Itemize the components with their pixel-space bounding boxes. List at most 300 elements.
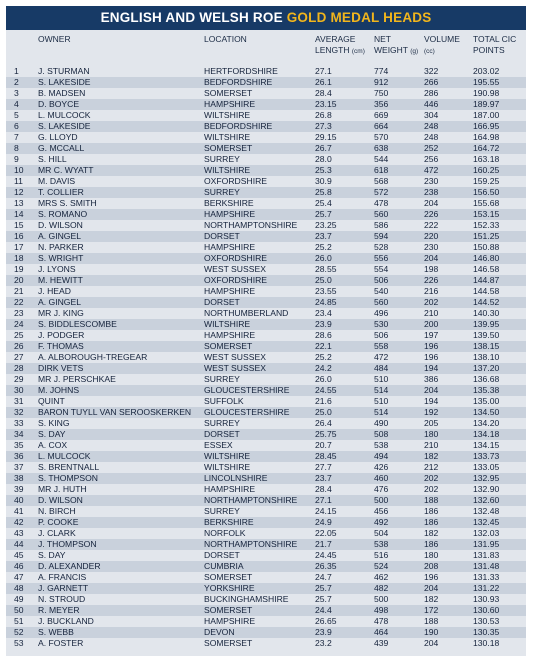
weight-cell: 570: [374, 132, 389, 142]
rank-cell: 26: [14, 341, 24, 351]
length-cell: 26.0: [315, 374, 332, 384]
owner-cell: S. DAY: [38, 429, 66, 439]
location-cell: CUMBRIA: [204, 561, 244, 571]
location-cell: OXFORDSHIRE: [204, 253, 268, 263]
header-volume: VOLUME (cc): [424, 34, 460, 55]
length-cell: 23.9: [315, 319, 332, 329]
table-row: [6, 319, 526, 330]
weight-cell: 496: [374, 308, 389, 318]
table-row: [6, 165, 526, 176]
total-cell: 134.50: [473, 407, 500, 417]
weight-cell: 568: [374, 176, 389, 186]
weight-cell: 426: [374, 462, 389, 472]
title-part-gold: GOLD MEDAL HEADS: [286, 10, 432, 25]
length-cell: 25.7: [315, 209, 332, 219]
volume-cell: 200: [424, 319, 439, 329]
length-cell: 22.05: [315, 528, 337, 538]
weight-cell: 476: [374, 484, 389, 494]
weight-cell: 478: [374, 616, 389, 626]
rank-cell: 20: [14, 275, 24, 285]
length-cell: 24.15: [315, 506, 337, 516]
owner-cell: MRS S. SMITH: [38, 198, 97, 208]
volume-cell: 186: [424, 506, 439, 516]
location-cell: SOMERSET: [204, 605, 253, 615]
table-row: [6, 561, 526, 572]
volume-cell: 186: [424, 517, 439, 527]
weight-cell: 912: [374, 77, 389, 87]
length-cell: 25.8: [315, 187, 332, 197]
weight-cell: 618: [374, 165, 389, 175]
table-row: [6, 121, 526, 132]
table-row: [6, 572, 526, 583]
table-row: [6, 385, 526, 396]
owner-cell: N. PARKER: [38, 242, 84, 252]
length-cell: 26.0: [315, 253, 332, 263]
location-cell: LINCOLNSHIRE: [204, 473, 268, 483]
location-cell: DEVON: [204, 627, 235, 637]
length-cell: 26.1: [315, 77, 332, 87]
rank-cell: 27: [14, 352, 24, 362]
table-row: [6, 539, 526, 550]
total-cell: 155.68: [473, 198, 500, 208]
owner-cell: A. ALBOROUGH-TREGEAR: [38, 352, 148, 362]
rank-cell: 9: [14, 154, 19, 164]
length-cell: 24.4: [315, 605, 332, 615]
volume-cell: 188: [424, 616, 439, 626]
owner-cell: S. LAKESIDE: [38, 77, 91, 87]
location-cell: NORTHAMPTONSHIRE: [204, 539, 298, 549]
location-cell: BERKSHIRE: [204, 198, 254, 208]
volume-cell: 256: [424, 154, 439, 164]
owner-cell: A. FOSTER: [38, 638, 84, 648]
total-cell: 131.22: [473, 583, 500, 593]
total-cell: 133.73: [473, 451, 500, 461]
table-row: [6, 506, 526, 517]
location-cell: OXFORDSHIRE: [204, 275, 268, 285]
weight-cell: 510: [374, 374, 389, 384]
rank-cell: 30: [14, 385, 24, 395]
rank-cell: 37: [14, 462, 24, 472]
volume-cell: 220: [424, 231, 439, 241]
owner-cell: N. STROUD: [38, 594, 86, 604]
location-cell: SURREY: [204, 187, 240, 197]
table-row: [6, 583, 526, 594]
table-row: [6, 286, 526, 297]
table-row: [6, 132, 526, 143]
table-row: [6, 462, 526, 473]
table-row: [6, 275, 526, 286]
weight-cell: 498: [374, 605, 389, 615]
location-cell: WILTSHIRE: [204, 319, 251, 329]
length-cell: 25.2: [315, 242, 332, 252]
total-cell: 130.93: [473, 594, 500, 604]
total-cell: 134.15: [473, 440, 500, 450]
total-cell: 137.20: [473, 363, 500, 373]
rank-cell: 28: [14, 363, 24, 373]
location-cell: BUCKINGHAMSHIRE: [204, 594, 289, 604]
total-cell: 146.58: [473, 264, 500, 274]
length-cell: 24.85: [315, 297, 337, 307]
location-cell: BEDFORDSHIRE: [204, 77, 273, 87]
length-cell: 23.9: [315, 627, 332, 637]
location-cell: HAMPSHIRE: [204, 242, 256, 252]
volume-cell: 204: [424, 638, 439, 648]
total-cell: 187.00: [473, 110, 500, 120]
owner-cell: D. BOYCE: [38, 99, 80, 109]
rank-cell: 39: [14, 484, 24, 494]
owner-cell: MR C. WYATT: [38, 165, 94, 175]
total-cell: 130.35: [473, 627, 500, 637]
table-row: [6, 297, 526, 308]
length-cell: 25.2: [315, 352, 332, 362]
owner-cell: J. HEAD: [38, 286, 71, 296]
rank-cell: 35: [14, 440, 24, 450]
rank-cell: 45: [14, 550, 24, 560]
location-cell: DORSET: [204, 231, 240, 241]
weight-cell: 540: [374, 286, 389, 296]
volume-cell: 230: [424, 242, 439, 252]
total-cell: 136.68: [473, 374, 500, 384]
weight-cell: 750: [374, 88, 389, 98]
rank-cell: 43: [14, 528, 24, 538]
total-cell: 146.80: [473, 253, 500, 263]
owner-cell: F. THOMAS: [38, 341, 84, 351]
owner-cell: A. GINGEL: [38, 297, 81, 307]
length-cell: 22.1: [315, 341, 332, 351]
rank-cell: 46: [14, 561, 24, 571]
total-cell: 164.98: [473, 132, 500, 142]
weight-cell: 538: [374, 440, 389, 450]
owner-cell: M. HEWITT: [38, 275, 83, 285]
length-cell: 28.6: [315, 330, 332, 340]
length-cell: 23.4: [315, 308, 332, 318]
rank-cell: 16: [14, 231, 24, 241]
volume-cell: 446: [424, 99, 439, 109]
table-row: [6, 374, 526, 385]
rank-cell: 3: [14, 88, 19, 98]
length-cell: 23.7: [315, 473, 332, 483]
rank-cell: 4: [14, 99, 19, 109]
rank-cell: 17: [14, 242, 24, 252]
volume-cell: 204: [424, 385, 439, 395]
owner-cell: G. LLOYD: [38, 132, 78, 142]
owner-cell: N. BIRCH: [38, 506, 76, 516]
owner-cell: S. ROMANO: [38, 209, 88, 219]
total-cell: 139.50: [473, 330, 500, 340]
total-cell: 130.60: [473, 605, 500, 615]
table-row: [6, 99, 526, 110]
location-cell: WEST SUSSEX: [204, 352, 266, 362]
length-cell: 26.65: [315, 616, 337, 626]
table-row: [6, 209, 526, 220]
table-row: [6, 330, 526, 341]
location-cell: HAMPSHIRE: [204, 484, 256, 494]
length-cell: 28.4: [315, 88, 332, 98]
total-cell: 144.58: [473, 286, 500, 296]
rank-cell: 11: [14, 176, 23, 186]
length-cell: 28.0: [315, 154, 332, 164]
owner-cell: S. BIDDLESCOMBE: [38, 319, 117, 329]
total-cell: 189.97: [473, 99, 500, 109]
volume-cell: 194: [424, 396, 439, 406]
table-row: [6, 495, 526, 506]
location-cell: OXFORDSHIRE: [204, 176, 268, 186]
volume-cell: 202: [424, 484, 439, 494]
volume-cell: 238: [424, 187, 439, 197]
table-row: [6, 88, 526, 99]
location-cell: SOMERSET: [204, 88, 253, 98]
owner-cell: R. MEYER: [38, 605, 80, 615]
weight-cell: 490: [374, 418, 389, 428]
volume-cell: 304: [424, 110, 439, 120]
volume-cell: 202: [424, 297, 439, 307]
table-row: [6, 440, 526, 451]
total-cell: 132.95: [473, 473, 500, 483]
rank-cell: 53: [14, 638, 24, 648]
volume-cell: 226: [424, 275, 439, 285]
table-row: [6, 418, 526, 429]
total-cell: 132.90: [473, 484, 500, 494]
total-cell: 144.52: [473, 297, 500, 307]
total-cell: 151.25: [473, 231, 500, 241]
rank-cell: 32: [14, 407, 24, 417]
rank-cell: 12: [14, 187, 24, 197]
table-row: [6, 407, 526, 418]
rank-cell: 33: [14, 418, 24, 428]
table-row: [6, 473, 526, 484]
table-row: [6, 451, 526, 462]
volume-cell: 210: [424, 440, 439, 450]
location-cell: HAMPSHIRE: [204, 330, 256, 340]
volume-cell: 208: [424, 561, 439, 571]
volume-cell: 198: [424, 264, 439, 274]
total-cell: 164.72: [473, 143, 500, 153]
rank-cell: 38: [14, 473, 24, 483]
location-cell: DORSET: [204, 550, 240, 560]
weight-cell: 472: [374, 352, 389, 362]
header-length: AVERAGE LENGTH (cm): [315, 34, 365, 55]
volume-cell: 194: [424, 363, 439, 373]
length-cell: 25.75: [315, 429, 337, 439]
length-cell: 21.7: [315, 539, 332, 549]
weight-cell: 774: [374, 66, 389, 76]
length-cell: 25.7: [315, 583, 332, 593]
rank-cell: 29: [14, 374, 24, 384]
volume-cell: 226: [424, 209, 439, 219]
volume-cell: 322: [424, 66, 439, 76]
location-cell: SOMERSET: [204, 572, 253, 582]
owner-cell: J. THOMPSON: [38, 539, 97, 549]
rank-cell: 10: [14, 165, 24, 175]
column-header-row: [6, 34, 526, 64]
volume-cell: 216: [424, 286, 439, 296]
table-row: [6, 396, 526, 407]
rank-cell: 8: [14, 143, 19, 153]
rank-cell: 18: [14, 253, 24, 263]
rank-cell: 22: [14, 297, 24, 307]
location-cell: HAMPSHIRE: [204, 209, 256, 219]
table-row: [6, 429, 526, 440]
table-row: [6, 627, 526, 638]
weight-cell: 586: [374, 220, 389, 230]
weight-cell: 516: [374, 550, 389, 560]
weight-cell: 439: [374, 638, 389, 648]
weight-cell: 462: [374, 572, 389, 582]
total-cell: 135.00: [473, 396, 500, 406]
owner-cell: MR J. KING: [38, 308, 84, 318]
weight-cell: 478: [374, 198, 389, 208]
owner-cell: J. LYONS: [38, 264, 76, 274]
weight-cell: 524: [374, 561, 389, 571]
volume-cell: 202: [424, 473, 439, 483]
rank-cell: 6: [14, 121, 19, 131]
weight-cell: 560: [374, 297, 389, 307]
volume-cell: 248: [424, 132, 439, 142]
owner-cell: B. MADSEN: [38, 88, 86, 98]
location-cell: SOMERSET: [204, 341, 253, 351]
location-cell: SURREY: [204, 418, 240, 428]
location-cell: WILTSHIRE: [204, 165, 251, 175]
length-cell: 20.7: [315, 440, 332, 450]
volume-cell: 252: [424, 143, 439, 153]
weight-cell: 638: [374, 143, 389, 153]
table-row: [6, 352, 526, 363]
location-cell: WILTSHIRE: [204, 132, 251, 142]
volume-cell: 386: [424, 374, 439, 384]
location-cell: ESSEX: [204, 440, 233, 450]
location-cell: SOMERSET: [204, 143, 253, 153]
rank-cell: 19: [14, 264, 24, 274]
rank-cell: 1: [14, 66, 19, 76]
rank-cell: 41: [14, 506, 24, 516]
total-cell: 203.02: [473, 66, 500, 76]
table-row: [6, 253, 526, 264]
volume-cell: 210: [424, 308, 439, 318]
volume-cell: 248: [424, 121, 439, 131]
location-cell: SURREY: [204, 506, 240, 516]
total-cell: 131.83: [473, 550, 500, 560]
rank-cell: 34: [14, 429, 24, 439]
length-cell: 28.45: [315, 451, 337, 461]
volume-cell: 182: [424, 451, 439, 461]
rank-cell: 42: [14, 517, 24, 527]
total-cell: 134.18: [473, 429, 500, 439]
location-cell: SUFFOLK: [204, 396, 244, 406]
length-cell: 24.45: [315, 550, 337, 560]
volume-cell: 180: [424, 550, 439, 560]
volume-cell: 196: [424, 341, 439, 351]
title-part-white: ENGLISH AND WELSH ROE: [100, 10, 287, 25]
weight-cell: 506: [374, 275, 389, 285]
weight-cell: 544: [374, 154, 389, 164]
rank-cell: 51: [14, 616, 24, 626]
owner-cell: J. PODGER: [38, 330, 85, 340]
owner-cell: A. GINGEL: [38, 231, 81, 241]
weight-cell: 500: [374, 594, 389, 604]
length-cell: 21.6: [315, 396, 332, 406]
length-cell: 27.3: [315, 121, 332, 131]
weight-cell: 556: [374, 253, 389, 263]
volume-cell: 204: [424, 583, 439, 593]
table-row: [6, 363, 526, 374]
table-row: [6, 308, 526, 319]
owner-cell: L. MULCOCK: [38, 451, 91, 461]
rank-cell: 7: [14, 132, 19, 142]
header-total: TOTAL CIC POINTS: [473, 34, 517, 55]
weight-cell: 528: [374, 242, 389, 252]
owner-cell: QUINT: [38, 396, 65, 406]
weight-cell: 464: [374, 627, 389, 637]
table-row: [6, 154, 526, 165]
location-cell: WEST SUSSEX: [204, 363, 266, 373]
rank-cell: 15: [14, 220, 24, 230]
table-row: [6, 517, 526, 528]
owner-cell: DIRK VETS: [38, 363, 84, 373]
total-cell: 138.15: [473, 341, 500, 351]
weight-cell: 506: [374, 330, 389, 340]
table-row: [6, 550, 526, 561]
location-cell: GLOUCESTERSHIRE: [204, 407, 290, 417]
rank-cell: 31: [14, 396, 24, 406]
table-row: [6, 66, 526, 77]
length-cell: 25.0: [315, 275, 332, 285]
weight-cell: 460: [374, 473, 389, 483]
volume-cell: 188: [424, 495, 439, 505]
total-cell: 133.05: [473, 462, 500, 472]
total-cell: 153.15: [473, 209, 500, 219]
length-cell: 24.55: [315, 385, 337, 395]
owner-cell: D. WILSON: [38, 495, 83, 505]
location-cell: BEDFORDSHIRE: [204, 121, 273, 131]
volume-cell: 212: [424, 462, 439, 472]
weight-cell: 514: [374, 385, 389, 395]
total-cell: 131.33: [473, 572, 500, 582]
volume-cell: 286: [424, 88, 439, 98]
rank-cell: 52: [14, 627, 24, 637]
table-row: [6, 187, 526, 198]
table-row: [6, 616, 526, 627]
volume-cell: 182: [424, 594, 439, 604]
location-cell: DORSET: [204, 429, 240, 439]
owner-cell: P. COOKE: [38, 517, 79, 527]
location-cell: HAMPSHIRE: [204, 616, 256, 626]
rank-cell: 36: [14, 451, 24, 461]
rank-cell: 50: [14, 605, 24, 615]
location-cell: BERKSHIRE: [204, 517, 254, 527]
owner-cell: J. BUCKLAND: [38, 616, 94, 626]
volume-cell: 205: [424, 418, 439, 428]
volume-cell: 204: [424, 198, 439, 208]
volume-cell: 230: [424, 176, 439, 186]
owner-cell: L. MULCOCK: [38, 110, 91, 120]
total-cell: 160.25: [473, 165, 500, 175]
owner-cell: J. STURMAN: [38, 66, 90, 76]
owner-cell: S. WEBB: [38, 627, 74, 637]
volume-cell: 192: [424, 407, 439, 417]
total-cell: 132.03: [473, 528, 500, 538]
total-cell: 152.33: [473, 220, 500, 230]
length-cell: 23.2: [315, 638, 332, 648]
rank-cell: 14: [14, 209, 24, 219]
location-cell: WILTSHIRE: [204, 110, 251, 120]
total-cell: 163.18: [473, 154, 500, 164]
total-cell: 132.48: [473, 506, 500, 516]
total-cell: 135.38: [473, 385, 500, 395]
owner-cell: M. JOHNS: [38, 385, 80, 395]
weight-cell: 669: [374, 110, 389, 120]
length-cell: 24.7: [315, 572, 332, 582]
weight-cell: 664: [374, 121, 389, 131]
